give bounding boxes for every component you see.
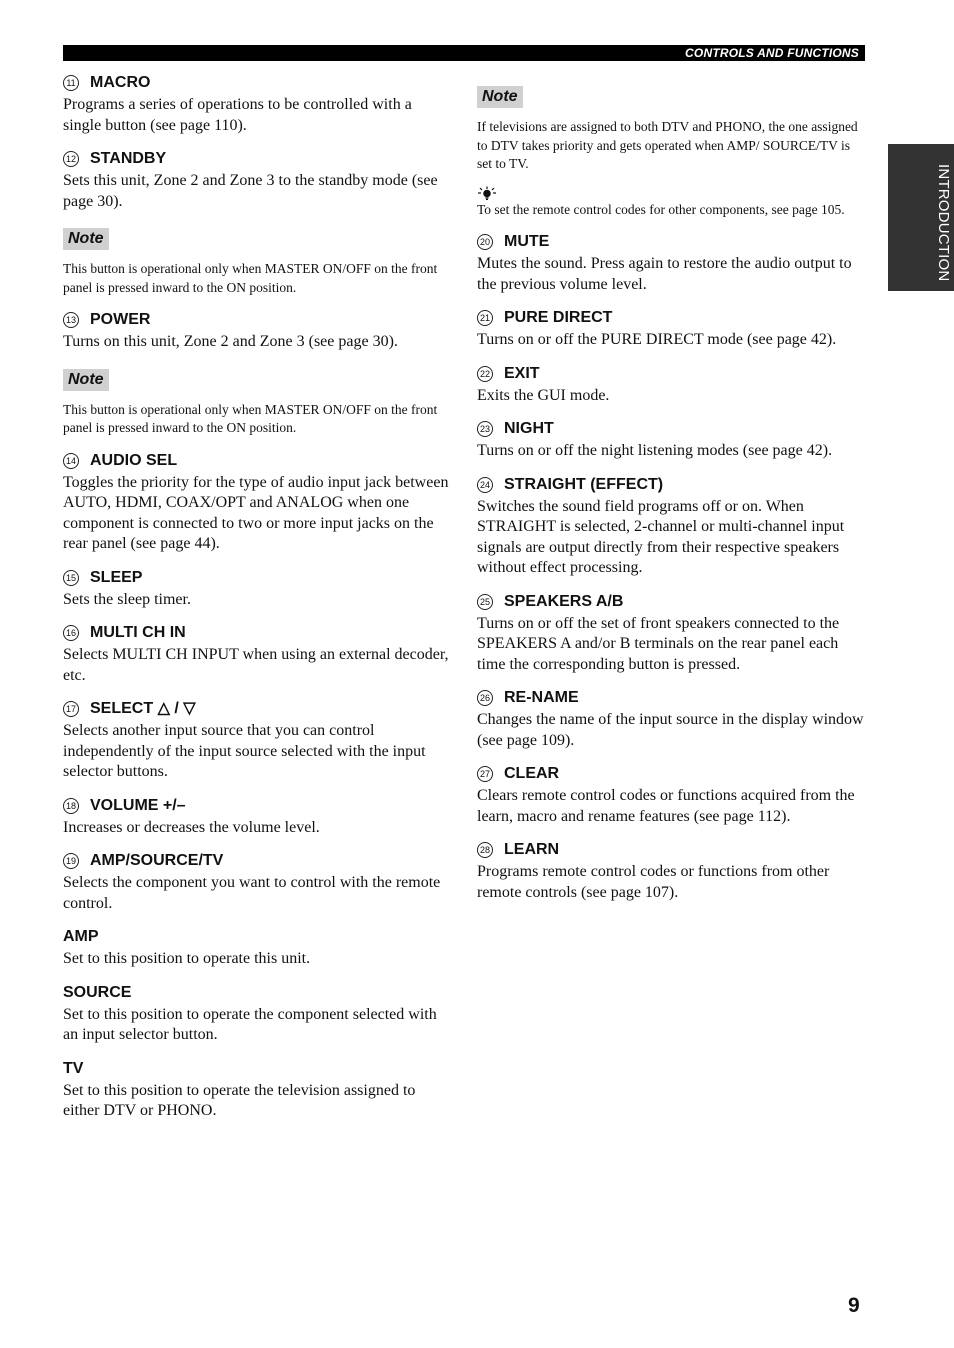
item-description: Changes the name of the input source in the display window (see page 109). <box>477 711 864 749</box>
note-amp-source-tv <box>477 86 865 174</box>
item-description: Turns on this unit, Zone 2 and Zone 3 (see page 30). <box>63 333 398 350</box>
item-number: 28 <box>477 842 493 858</box>
item-title: RE-NAME <box>504 689 579 706</box>
sub-item-description: Set to this position to operate the television assigned to either DTV or PHONO. <box>63 1081 416 1119</box>
sub-item-source <box>63 982 449 1046</box>
sub-item-title: SOURCE <box>63 983 132 1001</box>
item-select <box>63 698 449 783</box>
item-clear <box>477 763 865 827</box>
item-heading <box>477 231 865 253</box>
item-description: Sets this unit, Zone 2 and Zone 3 to the standby mode (see page 30). <box>63 172 438 210</box>
item-sleep <box>63 567 449 611</box>
item-number: 23 <box>477 421 493 437</box>
note-text: This button is operational only when MASTER ON/OFF on the front panel is pressed inward to the ON position. <box>63 401 438 435</box>
item-multi-ch-in <box>63 622 449 686</box>
item-description: Switches the sound field programs off or on. When STRAIGHT is selected, 2-channel or multi-channel input signals are output directly from their respective speakers without effect processing. <box>477 497 845 576</box>
item-heading <box>63 795 449 817</box>
item-exit <box>477 363 865 407</box>
item-heading <box>477 307 865 329</box>
item-standby <box>63 148 449 212</box>
item-heading <box>63 622 449 644</box>
tip-text: To set the remote control codes for other components, see page 105. <box>477 201 845 217</box>
item-title: MACRO <box>90 74 151 91</box>
item-number: 24 <box>477 477 493 493</box>
item-heading <box>63 698 449 720</box>
item-title: STRAIGHT (EFFECT) <box>504 475 664 493</box>
tip-block <box>477 186 865 220</box>
item-description: Sets the sleep timer. <box>63 590 191 608</box>
left-column <box>63 72 449 1134</box>
item-title: CLEAR <box>504 765 560 782</box>
item-heading <box>477 687 865 709</box>
item-description: Selects the component you want to control with the remote control. <box>63 874 441 912</box>
item-mute <box>477 231 865 295</box>
item-title: PURE DIRECT <box>504 309 613 326</box>
item-speakers-ab <box>477 591 865 676</box>
item-title: SELECT △ / ▽ <box>90 700 196 717</box>
item-amp-source-tv <box>63 850 449 914</box>
item-title: EXIT <box>504 364 540 382</box>
item-title: SPEAKERS A/B <box>504 592 624 610</box>
item-title: MULTI CH IN <box>90 624 186 641</box>
item-straight <box>477 474 865 579</box>
item-heading <box>477 363 865 385</box>
item-description: Programs a series of operations to be controlled with a single button (see page 110). <box>63 96 412 134</box>
item-heading <box>477 839 865 861</box>
item-number: 19 <box>63 853 79 869</box>
item-title: NIGHT <box>504 420 554 437</box>
item-heading <box>477 763 865 785</box>
item-heading <box>477 474 865 496</box>
item-heading <box>63 148 449 170</box>
item-number: 13 <box>63 312 79 328</box>
sub-item-description: Set to this position to operate this unit. <box>63 950 311 967</box>
item-description: Turns on or off the set of front speakers connected to the SPEAKERS A and/or B terminals on the rear panel each time the corresponding button is pressed. <box>477 614 840 673</box>
item-audio-sel <box>63 450 449 555</box>
sub-item-title: TV <box>63 1059 84 1077</box>
item-description: Toggles the priority for the type of audio input jack between AUTO, HDMI, COAX/OPT and ANALOG when one component is connected to two or more input jacks on the rear panel (see page 44). <box>63 473 449 552</box>
item-heading <box>63 72 449 94</box>
item-number: 20 <box>477 234 493 250</box>
note-text: If televisions are assigned to both DTV and PHONO, the one assigned to DTV takes priority and gets operated when AMP/ SOURCE/TV is set to TV. <box>477 119 858 171</box>
lightbulb-tip-icon <box>477 186 497 200</box>
sub-item-amp <box>63 926 449 970</box>
sub-item-tv <box>63 1058 449 1122</box>
item-title: LEARN <box>504 841 560 858</box>
item-number: 25 <box>477 594 493 610</box>
item-number: 12 <box>63 151 79 167</box>
item-number: 15 <box>63 570 79 586</box>
item-heading <box>63 309 449 331</box>
header-title: CONTROLS AND FUNCTIONS <box>685 46 859 60</box>
item-number: 26 <box>477 690 493 706</box>
item-description: Selects another input source that you can control independently of the input source selected with the input selector buttons. <box>63 722 426 780</box>
item-title: AMP/SOURCE/TV <box>90 852 224 869</box>
item-title: VOLUME +/– <box>90 796 186 814</box>
item-description: Programs remote control codes or functions from other remote controls (see page 107). <box>477 863 830 901</box>
item-title: MUTE <box>504 233 550 250</box>
item-heading <box>63 850 449 872</box>
item-title: AUDIO SEL <box>90 451 178 469</box>
item-title: STANDBY <box>90 150 167 167</box>
item-number: 22 <box>477 366 493 382</box>
header-bar <box>63 45 865 61</box>
item-pure-direct <box>477 307 865 351</box>
item-description: Turns on or off the night listening modes (see page 42). <box>477 442 833 459</box>
page-number: 9 <box>848 1294 860 1317</box>
item-heading <box>63 450 449 472</box>
item-number: 18 <box>63 798 79 814</box>
item-description: Increases or decreases the volume level. <box>63 818 320 836</box>
sub-item-description: Set to this position to operate the component selected with an input selector button. <box>63 1005 437 1043</box>
note-label: Note <box>63 228 109 250</box>
item-title: SLEEP <box>90 568 143 586</box>
item-power <box>63 309 449 353</box>
item-title: POWER <box>90 311 151 328</box>
item-description: Selects MULTI CH INPUT when using an external decoder, etc. <box>63 646 449 684</box>
note-label: Note <box>477 86 523 108</box>
item-heading <box>63 567 449 589</box>
item-re-name <box>477 687 865 751</box>
item-learn <box>477 839 865 903</box>
item-number: 14 <box>63 453 79 469</box>
item-description: Turns on or off the PURE DIRECT mode (see page 42). <box>477 331 837 348</box>
item-volume <box>63 795 449 839</box>
item-number: 17 <box>63 701 79 717</box>
side-tab-introduction <box>888 144 954 291</box>
item-description: Clears remote control codes or functions acquired from the learn, macro and rename features (see page 112). <box>477 787 855 825</box>
note-power <box>63 369 449 438</box>
item-heading <box>477 418 865 440</box>
item-night <box>477 418 865 462</box>
item-number: 27 <box>477 766 493 782</box>
item-number: 16 <box>63 625 79 641</box>
note-text: This button is operational only when MASTER ON/OFF on the front panel is pressed inward to the ON position. <box>63 261 438 295</box>
item-number: 11 <box>63 75 79 91</box>
note-standby <box>63 228 449 297</box>
item-description: Exits the GUI mode. <box>477 386 610 404</box>
item-heading <box>477 591 865 613</box>
sub-item-title: AMP <box>63 928 99 945</box>
item-number: 21 <box>477 310 493 326</box>
item-description: Mutes the sound. Press again to restore the audio output to the previous volume level. <box>477 255 852 293</box>
note-label: Note <box>63 369 109 391</box>
item-macro <box>63 72 449 136</box>
side-tab-label: INTRODUCTION <box>935 163 952 282</box>
right-column <box>477 86 865 915</box>
